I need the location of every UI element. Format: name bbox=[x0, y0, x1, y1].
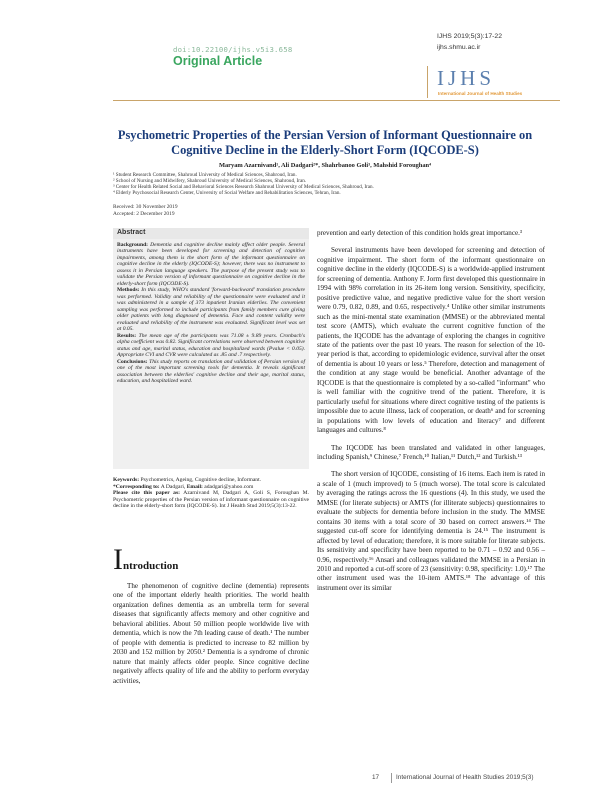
email-link[interactable]: adadgari@yahoo.com bbox=[202, 483, 254, 490]
keywords-block bbox=[113, 477, 309, 510]
received-date: Received: 30 November 2019 bbox=[113, 204, 178, 210]
citation-text: Azarnivand M, Dadgari A, Goli S, Foroughan M. Psychometric properties of the Persian version of informant questionnaire on cognitive decline in the elderly-short form (IQCODE-S). Int J Health Stud 2019;5(3):13-22. bbox=[113, 490, 309, 510]
affiliation-2: ² School of Nursing and Midwifery, Shahroud University of Medical Sciences, Shahroud, Iran. bbox=[113, 178, 307, 184]
keywords-label: Keywords: bbox=[113, 477, 140, 483]
results-label: Results: bbox=[117, 332, 137, 339]
affiliation-4: ⁴ Elderly Psychosocial Research Center, University of Social Welfare and Rehabilitation Sciences, Tehran, Iran. bbox=[113, 190, 341, 196]
accepted-date: Accepted: 2 December 2019 bbox=[113, 211, 175, 217]
conclusions-label: Conclusions: bbox=[117, 358, 148, 365]
header-divider bbox=[113, 100, 560, 101]
affiliation-1: ¹ Student Research Committee, Shahroud University of Medical Sciences, Shahroud, Iran. bbox=[113, 172, 297, 178]
right-paragraph-0: prevention and early detection of this condition holds great importance.³ bbox=[317, 229, 523, 237]
page-number: 17 bbox=[372, 774, 380, 781]
email-label: Email: bbox=[186, 483, 203, 490]
journal-logo: IJHS bbox=[437, 66, 496, 90]
affiliation-3: ³ Center for Health Related Social and Behavioral Sciences Research Shahroud University of Medical Sciences, Shahroud, Iran. bbox=[113, 184, 374, 190]
background-label: Background: bbox=[117, 242, 149, 248]
conclusions-text: This study reports on translation and validation of Persian version of one of the most important screening tools for dementia. It reveals significant association between the elderlies' cognitive decline and their age, marital status, education, and hospitalized ward. bbox=[117, 358, 305, 385]
corresponding-label: *Corresponding to: bbox=[113, 483, 160, 490]
right-paragraph-1: Several instruments have been developed for screening and detection of cognitive impairment. The short form of the informant questionnaire on cognitive decline in the elderly (IQCODE-S) is a worldwide-applied instrument for screening of dementia. Anthony F. Jorm first developed this questionnaire in 1994 with 98% correlation in its 26-item long version. Sensitivity, specificity, positive predictive value, and negative predictive value for the short version were 0.79, 0.82, 0.89, and 0.65, respectively.⁴ Unlike other similar instruments such as the mini-mental state examination (MMSE) or the abbreviated mental test score (AMTS), which evaluate the current cognitive function of the patients, the IQCODE has the advantage of exploring the changes in cognitive state of the patients over the past 10 years. The reason for selection of the 10-year period is that, according to epidemiologic evidence, survival after the onset of dementia is about 10 years or less.⁵ Therefore, detection and management of the condition at any stage would be beneficial. Another advantage of the IQCODE is that the questionnaire is completed by a so-called "informant" who is well familiar with the cognitive trend of the patient. Therefore, it is particularly useful for situations where direct cognitive testing of the patients is impossible due to acute illness, lack of cooperation, or death⁶ and for screening in populations with low levels of education and literacy⁷ and different languages and cultures.⁸ bbox=[317, 246, 545, 435]
author-list: Maryam Azarnivand¹, Ali Dadgari²*, Shahrbanoo Goli³, Mahshid Foroughan⁴ bbox=[218, 162, 432, 169]
right-column bbox=[317, 229, 545, 601]
abstract-heading: Abstract bbox=[113, 228, 309, 239]
journal-reference: IJHS 2019;5(3):17-22 bbox=[437, 33, 502, 40]
introduction-paragraph-1: The phenomenon of cognitive decline (dementia) represents one of the important elderly health priorities. The world health organization defines dementia as an umbrella term for several diseases that significantly affects memory and other cognitive and behavioral abilities. About 50 million people worldwide live with dementia, which is now the 7th leading cause of death.¹ The number of people with dementia is predicted to increase to 82 million by 2030 and 152 million by 2050.² Dementia is a syndrome of chronic nature that mainly affects older people. Since cognitive decline negatively affects quality of life and the ability to perform everyday activities, bbox=[113, 582, 309, 685]
paper-title: Psychometric Properties of the Persian Version of Informant Questionnaire on Cognitive Decline in the Elderly-Short Form (IQCODE-S) bbox=[117, 128, 533, 157]
doi-text[interactable]: doi:10.22100/ijhs.v5i3.658 bbox=[173, 45, 293, 54]
corresponding-author: A Dadgari, bbox=[159, 483, 187, 490]
right-paragraph-2: The IQCODE has been translated and validated in other languages, including Spanish,⁹ Chinese,⁷ French,¹⁰ Italian,¹¹ Dutch,¹² and Turkish.¹³ bbox=[317, 443, 545, 461]
keywords-text: Psychometrics, Ageing, Cognitive decline, Informant. bbox=[139, 477, 262, 483]
logo-divider bbox=[427, 66, 428, 98]
article-type-label: Original Article bbox=[173, 54, 263, 68]
footer-divider bbox=[391, 773, 392, 783]
results-text: The mean age of the participants was 71.08 ± 9.89 years. Cronbach's alpha coefficient was 0.82. Significant correlations were observed between cognitive status and age, marital status, education and hospitalized wards (Pvalue < 0.05). Appropriate CVI and CVR were calculated as .85 and .7 respectively. bbox=[117, 332, 306, 359]
introduction-drop-cap: I bbox=[113, 543, 123, 576]
background-text: Dementia and cognitive decline mainly affect older people. Several instruments have been developed for screening and detection of cognitive impairments, among them is the short form of the informant questionnaire on cognitive decline in the elderly (IQCODE-S); however, there was no instrument to assess it in Persian language speakers. The purpose of the present study was to validate the Persian version of informant questionnaire on cognitive decline in the elderly-short form (IQCODE-S). bbox=[117, 242, 305, 287]
methods-text: In this study, WHO's standard 'forward-backward' translation procedure was performed. Validity and reliability of the questionnaire were evaluated and it was administered in a sample of 373 inpatient Iranian elderlies. The convenient sampling was performed to include participants from family members cure giving older patients with long diagnosed of dementia. Face and content validity were evaluated and reliability of the instrument was evaluated. Significant level was set at 0.05. bbox=[117, 287, 305, 333]
journal-logo-subtitle: International Journal of Health Studies bbox=[438, 91, 523, 96]
abstract-box bbox=[113, 239, 309, 469]
methods-label: Methods: bbox=[117, 287, 140, 294]
footer-journal: International Journal of Health Studies 2019;5(3) bbox=[396, 774, 534, 781]
journal-website[interactable]: ijhs.shmu.ac.ir bbox=[437, 44, 481, 51]
right-paragraph-3: The short version of IQCODE, consisting of 16 items. Each item is rated in a scale of 1 (much improved) to 5 (much worse). The total score is calculated by averaging the ratings across the 16 questions (4). In this study, we used the MMSE (for literate subjects) or AMTS (for illiterate subjects) questionnaires to evaluate the subjects for dementia before inclusion in the study. The MMSE contains 30 items with a total score of 30 based on correct answers.¹⁴ The suggested cut-off score for identifying dementia is 24.¹⁵ The instrument is affected by level of education; therefore, it is more suitable for literate subjects. Its sensitivity and specificity have been reported to be 0.71 – 0.92 and 0.56 – 0.96, respectively.¹⁶ Ansari and colleagues validated the MMSE in a Persian in 2010 and reported a cut-off score of 23 (sensitivity: 0.98, specificity: 1.0).¹⁷ The other instrument used was the 10-item AMTS.¹⁸ The advantage of this instrument over its similar bbox=[317, 470, 545, 592]
introduction-heading bbox=[113, 545, 178, 575]
cite-label: Please cite this paper as: bbox=[113, 490, 181, 497]
introduction-heading-rest: ntroduction bbox=[123, 560, 179, 572]
